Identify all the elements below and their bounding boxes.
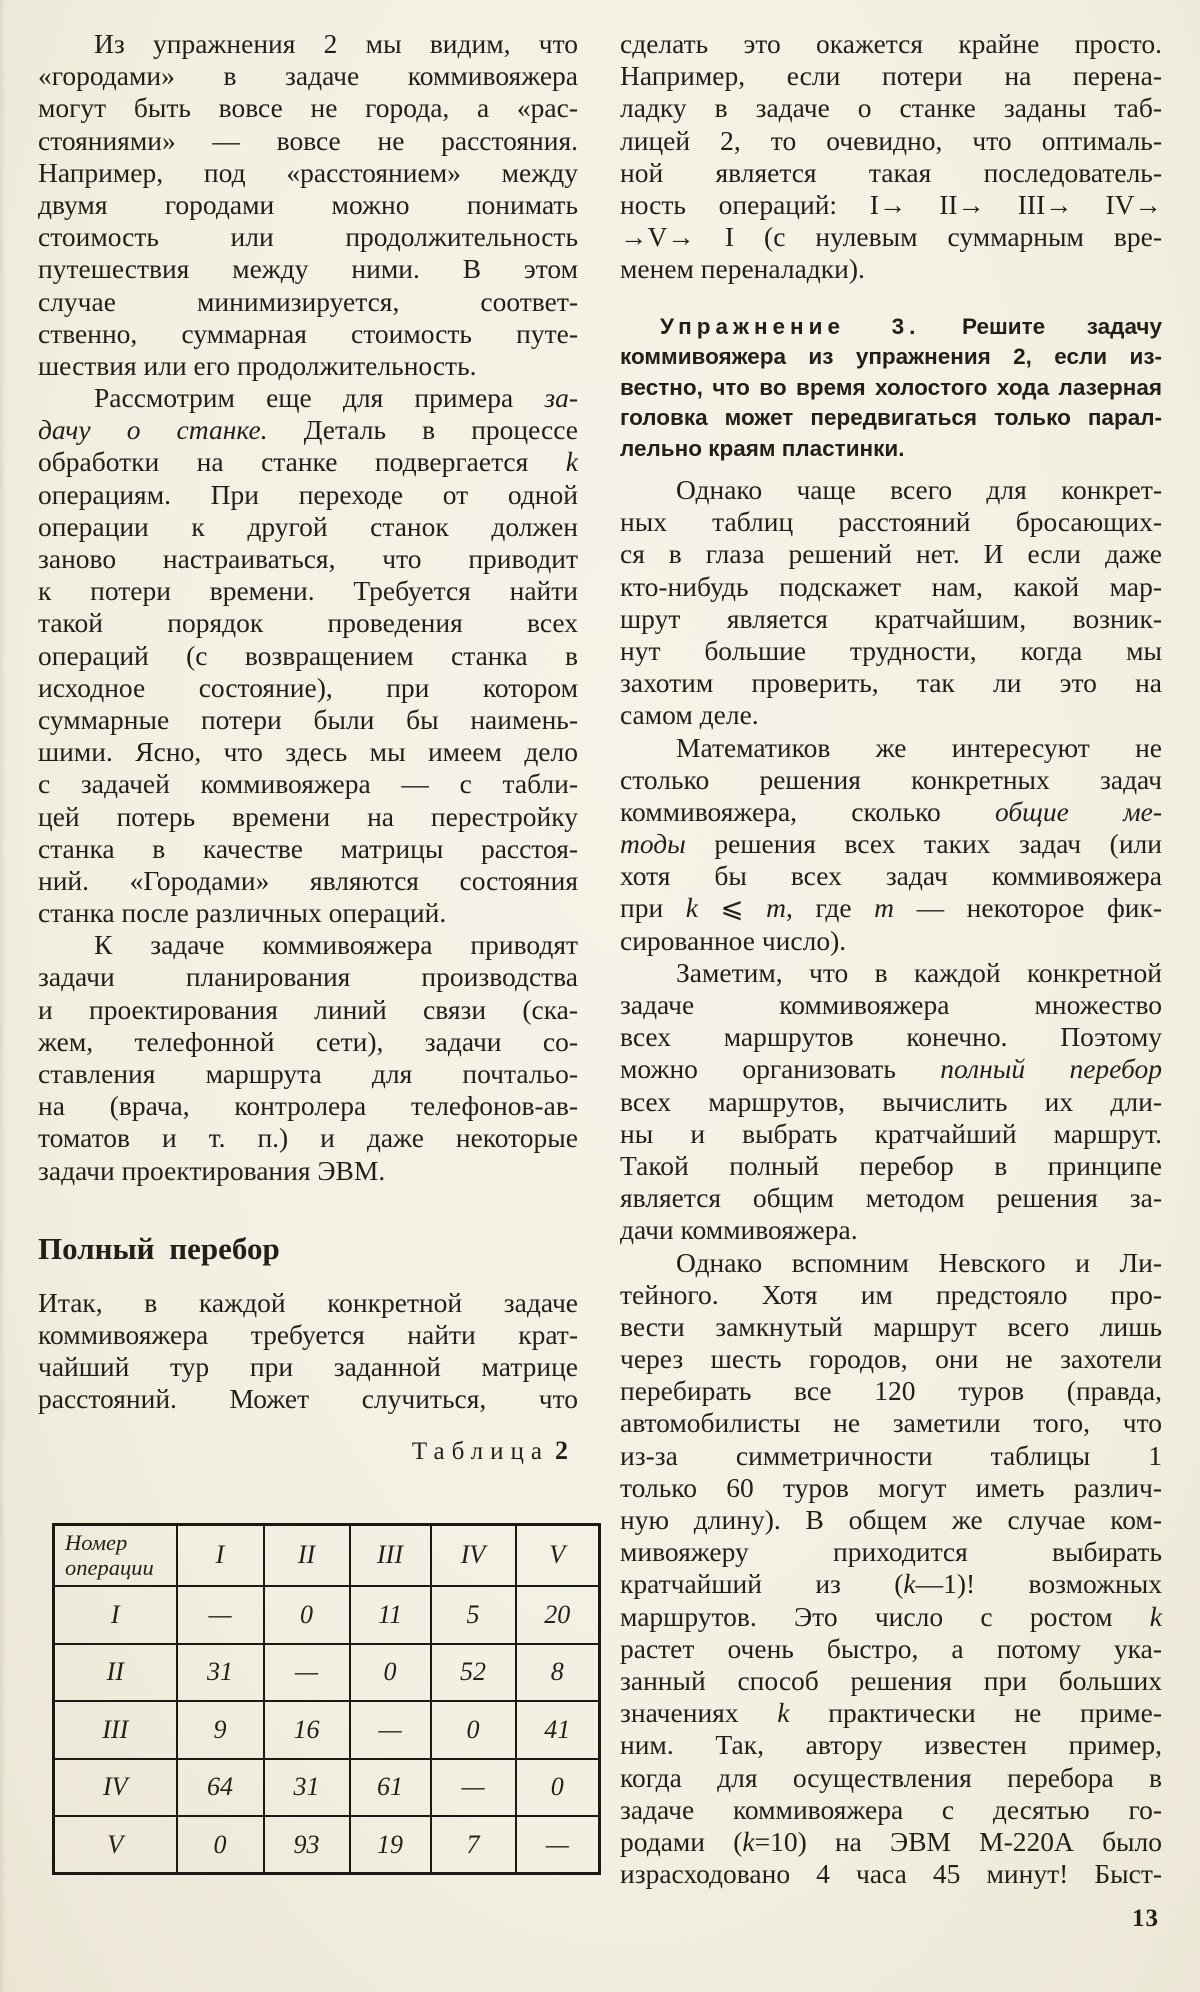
table-col-header: I — [177, 1524, 264, 1586]
text-line: операции к другой станок должен — [38, 510, 578, 542]
table-row-label: II — [54, 1644, 177, 1702]
text-line: сированное число). — [620, 924, 847, 956]
text-line: задаче коммивояжера множество — [620, 989, 1162, 1020]
table-cell: — — [264, 1644, 350, 1702]
text-line: расстояний. Может случиться, что — [38, 1383, 578, 1415]
text-line: тоды решения всех таких задач (или — [620, 828, 1162, 860]
text-line: ственно, суммарная стоимость путе- — [38, 317, 578, 349]
text-line: ся в глаза решений нет. И если даже — [620, 538, 1162, 570]
text-line: чайший тур при заданной матрице — [38, 1351, 578, 1383]
text-line: с задачей коммивояжера — с табли- — [38, 768, 578, 800]
text-line: ны и выбрать кратчайший маршрут. — [620, 1117, 1162, 1149]
text-line: родами (k=10) на ЭВМ М-220А было — [620, 1825, 1163, 1857]
table-caption-number: 2 — [555, 1435, 568, 1465]
paragraph — [620, 1247, 1162, 1891]
text-line: исходное состояние), при котором — [38, 671, 578, 703]
text-line: занный способ решения при больших — [620, 1664, 1162, 1696]
text-line: сделать это окажется крайне просто. — [620, 28, 1162, 59]
text-line: шествия или его продолжительность. — [38, 349, 477, 381]
text-line: задачи проектирования ЭВМ. — [38, 1154, 386, 1186]
text-line: Математиков же интересуют не — [676, 731, 1162, 763]
text-line: маршрутов. Это число с ростом k — [620, 1600, 1162, 1632]
operation-loss-table — [52, 1523, 601, 1876]
paragraph — [620, 474, 1162, 732]
text-line: кратчайший из (k—1)! возможных — [620, 1568, 1162, 1600]
text-line: ставления маршрута для почтальо- — [38, 1058, 578, 1089]
table-row-label: V — [54, 1816, 177, 1874]
text-line: ладку в задаче о станке заданы таб- — [620, 92, 1162, 124]
text-line: томатов и т. п.) и даже некоторые — [38, 1122, 578, 1154]
text-line: мивояжеру приходится выбирать — [620, 1536, 1162, 1568]
text-line: при k ⩽ m, где m — некоторое фик- — [620, 892, 1163, 924]
text-line: жем, телефонной сети), задачи со- — [38, 1025, 578, 1057]
left-paragraphs — [38, 28, 578, 1187]
left-column — [38, 28, 578, 1875]
table-cell: 9 — [177, 1701, 264, 1759]
table-cell: 5 — [431, 1586, 516, 1644]
exercise-label: Упражнение 3. — [660, 313, 921, 339]
table-col-header: II — [264, 1524, 350, 1586]
text-line: является общим методом решения за- — [620, 1182, 1162, 1214]
table-row — [54, 1644, 600, 1702]
text-line: Заметим, что в каждой конкретной — [676, 956, 1162, 988]
table-col-header: III — [350, 1524, 431, 1586]
paragraph — [38, 929, 578, 1187]
table-cell: 64 — [177, 1759, 264, 1817]
section-heading: Полный перебор — [38, 1230, 280, 1266]
text-line: через шесть городов, они не захотели — [620, 1343, 1162, 1375]
table-row-label: I — [54, 1586, 177, 1644]
text-line: Однако вспомним Невского и Ли- — [676, 1246, 1162, 1278]
text-line: стоимость или продолжительность — [38, 221, 578, 253]
text-line: хотя бы всех задач коммивояжера — [620, 860, 1162, 892]
text-line: →V→ I (с нулевым суммарным вре- — [620, 221, 1162, 253]
text-line: столько решения конкретных задач — [620, 763, 1162, 795]
text-line: обработки на станке подвергается k — [38, 446, 578, 478]
text-line: только 60 туров могут иметь различ- — [620, 1471, 1162, 1503]
text-line: автомобилисты не заметили того, что — [620, 1407, 1162, 1439]
paragraph — [38, 1287, 578, 1416]
table-cell: 0 — [516, 1759, 600, 1817]
table-row — [54, 1586, 600, 1644]
text-line: Такой полный перебор в принципе — [620, 1149, 1162, 1181]
text-line: задаче коммивояжера с десятью го- — [620, 1793, 1162, 1825]
table-row — [54, 1759, 600, 1817]
text-line: нут большие трудности, когда мы — [620, 634, 1162, 666]
text-line: из-за симметричности таблицы 1 — [620, 1439, 1162, 1471]
text-line: ную длину). В общем же случае ком- — [620, 1504, 1162, 1535]
text-line: случае минимизируется, соответ- — [38, 285, 578, 317]
table-cell: 41 — [516, 1701, 600, 1759]
text-line: станка после различных операций. — [38, 897, 447, 929]
table-cell: 93 — [264, 1816, 350, 1874]
text-line: могут быть вовсе не города, а «рас- — [38, 92, 578, 124]
table-row-label: III — [54, 1701, 177, 1759]
table-cell: 0 — [431, 1701, 516, 1759]
text-line: шрут является кратчайшим, возник- — [620, 602, 1162, 634]
text-line: коммивояжера требуется найти крат- — [38, 1318, 578, 1350]
table-cell: 8 — [516, 1644, 600, 1702]
table-row — [54, 1701, 600, 1759]
table-caption-word: Таблица — [411, 1437, 549, 1465]
table-row — [54, 1816, 600, 1874]
text-line: Например, если потери на перена- — [620, 60, 1162, 92]
table-cell: 0 — [350, 1644, 431, 1702]
text-line: такой порядок проведения всех — [38, 607, 578, 639]
text-line: кто-нибудь подскажет нам, какой мар- — [620, 570, 1162, 602]
text-line: всех маршрутов конечно. Поэтому — [620, 1021, 1162, 1053]
text-line: коммивояжера из упражнения 2, если из- — [620, 344, 1162, 369]
table-cell: 31 — [177, 1644, 264, 1702]
text-line: Однако чаще всего для конкрет- — [676, 474, 1162, 505]
text-line: можно организовать полный перебор — [620, 1053, 1162, 1085]
text-line: лельно краям пластинки. — [620, 435, 905, 461]
table-cell: — — [177, 1586, 264, 1644]
paragraph — [38, 28, 578, 382]
text-line: суммарные потери были бы наимень- — [38, 703, 578, 735]
paragraph — [38, 382, 578, 929]
text-line: значениях k практически не приме- — [620, 1697, 1162, 1729]
text-line: Например, под «расстоянием» между — [38, 156, 578, 188]
text-line: заново настраиваться, что приводит — [38, 543, 578, 574]
text-line: операциям. При переходе от одной — [38, 478, 578, 510]
text-line: к потери времени. Требуется найти — [38, 575, 578, 607]
text-line: растет очень быстро, а потому ука- — [620, 1632, 1162, 1664]
table-caption — [38, 1436, 578, 1467]
text-line: Итак, в каждой конкретной задаче — [38, 1286, 578, 1318]
right-paragraphs — [620, 28, 1162, 1890]
table-cell: 31 — [264, 1759, 350, 1817]
text-line: задачи планирования производства — [38, 961, 578, 993]
text-line: израсходовано 4 часа 45 минут! Быст- — [620, 1858, 1162, 1890]
table-cell: 19 — [350, 1816, 431, 1874]
text-line: «городами» в задаче коммивояжера — [38, 60, 578, 92]
text-line: путешествия между ними. В этом — [38, 253, 578, 285]
text-line: самом деле. — [620, 699, 759, 731]
text-line: менем переналадки). — [620, 253, 865, 285]
paragraph — [620, 957, 1162, 1247]
text-line: Рассмотрим еще для примера за- — [94, 382, 578, 414]
text-line: захотим проверить, так ли это на — [620, 667, 1162, 699]
table-cell: 7 — [431, 1816, 516, 1874]
text-line: коммивояжера, сколько общие ме- — [620, 795, 1162, 827]
left-paragraphs-after-heading — [38, 1287, 578, 1416]
text-line: тейного. Хотя им предстояло про- — [620, 1278, 1162, 1310]
text-line: станка в качестве матрицы расстоя- — [38, 832, 578, 864]
text-line: когда для осуществления перебора в — [620, 1761, 1162, 1793]
text-line: ний. «Городами» являются состояния — [38, 864, 578, 896]
page-number: 13 — [1132, 1905, 1159, 1932]
text-line: ним. Так, автору известен пример, — [620, 1729, 1162, 1761]
text-line: двумя городами можно понимать — [38, 188, 578, 220]
paragraph — [620, 732, 1162, 957]
text-line: дачу о станке. Деталь в процессе — [38, 414, 578, 446]
text-line: на (врача, контролера телефонов-ав- — [38, 1090, 578, 1122]
paragraph — [620, 312, 1162, 465]
text-line: и проектирования линий связи (ска- — [38, 993, 578, 1025]
text-line: Из упражнения 2 мы видим, что — [94, 28, 578, 59]
text-line: лицей 2, то очевидно, что оптималь- — [620, 124, 1162, 156]
text-line: перебирать все 120 туров (правда, — [620, 1375, 1162, 1407]
text-line: Упражнение 3. Решите задачу — [660, 313, 1162, 339]
table-col-header: IV — [431, 1524, 516, 1586]
text-line: головка может передвигаться только парал- — [620, 405, 1162, 430]
right-column — [620, 28, 1162, 1890]
text-line: К задаче коммивояжера приводят — [94, 929, 578, 961]
table-cell: 0 — [264, 1586, 350, 1644]
table-cell: 0 — [177, 1816, 264, 1874]
table-cell: — — [516, 1816, 600, 1874]
text-line: цей потерь времени на перестройку — [38, 800, 578, 832]
table-cell: 20 — [516, 1586, 600, 1644]
text-line: ных таблиц расстояний бросающих- — [620, 506, 1162, 538]
paragraph — [620, 28, 1162, 286]
text-line: операций (с возвращением станка в — [38, 639, 578, 671]
table-cell: 61 — [350, 1759, 431, 1817]
table-cell: 11 — [350, 1586, 431, 1644]
table-cell: — — [350, 1701, 431, 1759]
text-line: вести замкнутый маршрут всего лишь — [620, 1310, 1162, 1342]
text-line: ной является такая последователь- — [620, 156, 1162, 188]
table-col-header: V — [516, 1524, 600, 1586]
table-cell: 16 — [264, 1701, 350, 1759]
table-corner-label: Номер операции — [54, 1524, 177, 1586]
table-row-label: IV — [54, 1759, 177, 1817]
text-line: всех маршрутов, вычислить их дли- — [620, 1085, 1162, 1117]
text-line: стояниями» — вовсе не расстояния. — [38, 124, 578, 156]
table-cell: 52 — [431, 1644, 516, 1702]
text-line: дачи коммивояжера. — [620, 1214, 858, 1246]
text-line: вестно, что во время холостого хода лазерная — [620, 374, 1162, 400]
text-line: шими. Ясно, что здесь мы имеем дело — [38, 736, 578, 768]
text-line: ность операций: I→ II→ III→ IV→ — [620, 188, 1162, 220]
table-cell: — — [431, 1759, 516, 1817]
